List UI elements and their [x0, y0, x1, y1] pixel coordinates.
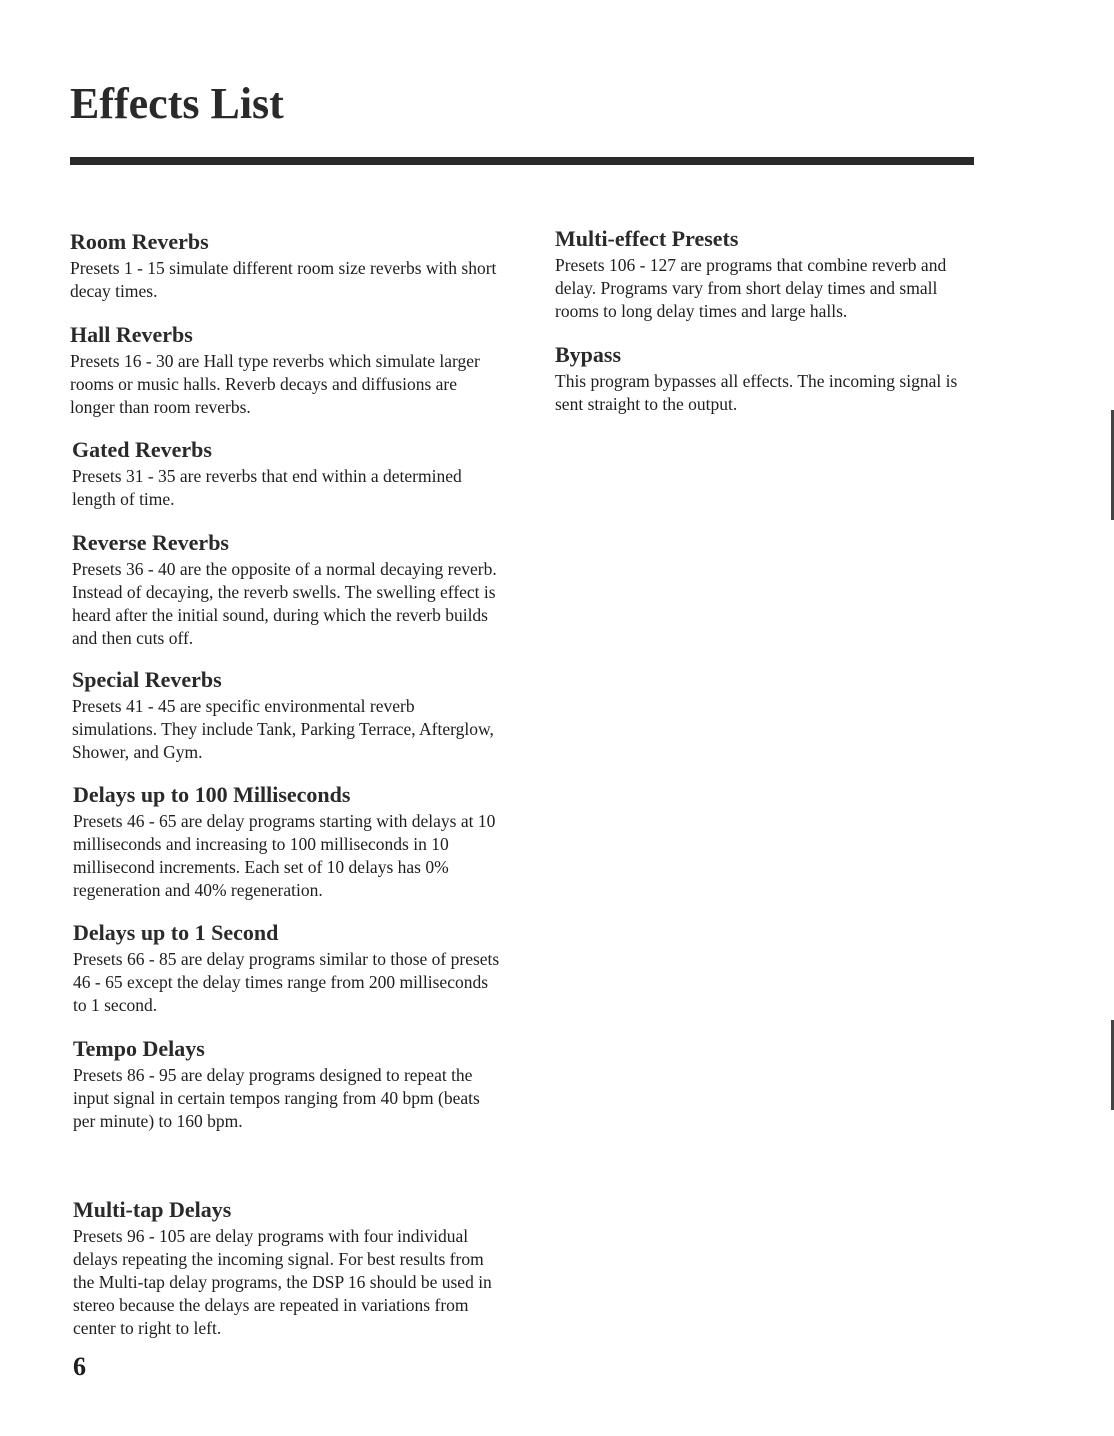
section-heading: Hall Reverbs: [70, 322, 193, 347]
section-heading: Tempo Delays: [73, 1036, 205, 1061]
section-heading: Special Reverbs: [72, 667, 222, 692]
section-body: Presets 1 - 15 simulate different room size reverbs with short decay times.: [70, 258, 497, 302]
section-body: Presets 96 - 105 are delay programs with four individual delays repeating the incoming signal. For best results from the Multi-tap delay programs, the DSP 16 should be used in stereo because the delays are repeated in variations from center to right to left.: [73, 1226, 492, 1339]
section-delays-1s: [73, 920, 503, 1017]
section-body: Presets 16 - 30 are Hall type reverbs which simulate larger rooms or music halls. Reverb decays and diffusions are longer than room reverbs.: [70, 351, 480, 418]
section-multi-effect-presets: [555, 226, 985, 323]
section-heading: Delays up to 1 Second: [73, 920, 279, 945]
section-room-reverbs: [70, 229, 500, 303]
section-heading: Bypass: [555, 342, 622, 367]
section-bypass: [555, 342, 985, 416]
section-heading: Room Reverbs: [70, 229, 209, 254]
section-body: This program bypasses all effects. The incoming signal is sent straight to the output.: [555, 371, 958, 415]
section-body: Presets 36 - 40 are the opposite of a normal decaying reverb. Instead of decaying, the reverb swells. The swelling effect is heard after the initial sound, during which the reverb builds and then cuts off.: [72, 559, 497, 649]
section-reverse-reverbs: [72, 530, 502, 650]
page-title: Effects List: [70, 79, 284, 128]
title-rule: [70, 157, 974, 165]
section-tempo-delays: [73, 1036, 503, 1133]
section-heading: Gated Reverbs: [72, 437, 212, 462]
section-heading: Reverse Reverbs: [72, 530, 229, 555]
section-body: Presets 31 - 35 are reverbs that end within a determined length of time.: [72, 466, 462, 510]
section-heading: Multi-effect Presets: [555, 226, 739, 251]
section-heading: Multi-tap Delays: [73, 1197, 232, 1222]
section-body: Presets 66 - 85 are delay programs similar to those of presets 46 - 65 except the delay times range from 200 milliseconds to 1 second.: [73, 949, 500, 1016]
section-multitap-delays: [73, 1197, 503, 1340]
section-body: Presets 41 - 45 are specific environmental reverb simulations. They include Tank, Parking Terrace, Afterglow, Shower, and Gym.: [72, 696, 494, 763]
section-body: Presets 106 - 127 are programs that combine reverb and delay. Programs vary from short delay times and small rooms to long delay times and large halls.: [555, 255, 947, 322]
section-body: Presets 46 - 65 are delay programs starting with delays at 10 milliseconds and increasing to 100 milliseconds in 10 millisecond increments. Each set of 10 delays has 0% regeneration and 40% regeneration.: [73, 811, 496, 901]
section-heading: Delays up to 100 Milliseconds: [73, 782, 351, 807]
section-delays-100ms: [73, 782, 503, 902]
section-special-reverbs: [72, 667, 502, 764]
section-gated-reverbs: [72, 437, 502, 511]
section-body: Presets 86 - 95 are delay programs designed to repeat the input signal in certain tempos ranging from 40 bpm (beats per minute) to 160 bpm.: [73, 1065, 480, 1132]
page-number: 6: [73, 1352, 86, 1381]
section-hall-reverbs: [70, 322, 500, 419]
